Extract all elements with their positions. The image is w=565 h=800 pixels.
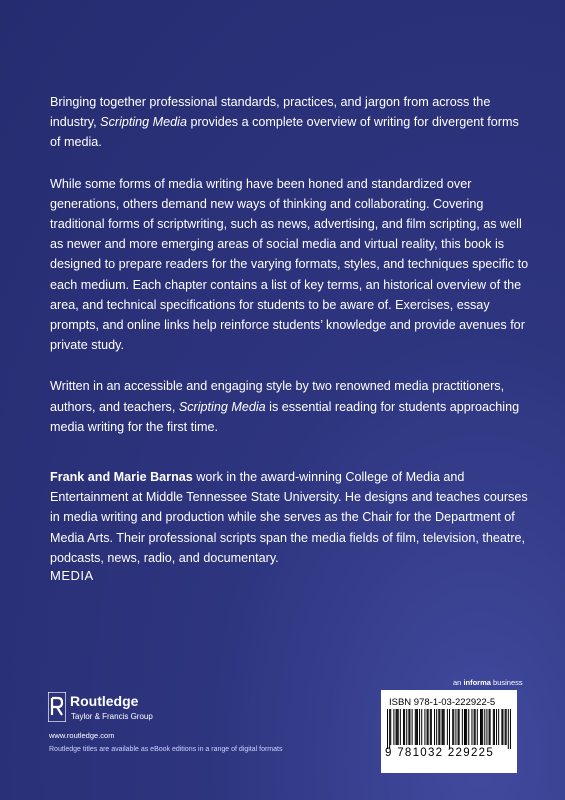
barcode-bar	[387, 709, 388, 749]
barcode-bar	[455, 709, 456, 745]
barcode-bar	[398, 709, 399, 745]
barcode-bar	[458, 709, 459, 745]
publisher-name: Routledge	[70, 693, 139, 709]
publisher-url: www.routledge.com	[49, 731, 115, 740]
barcode-bar	[415, 709, 416, 745]
author-bio	[50, 467, 530, 568]
barcode-bar	[486, 709, 487, 745]
barcode-bar	[494, 709, 495, 745]
barcode-bar	[404, 709, 405, 745]
barcode-bar	[449, 709, 450, 749]
barcode-bar	[508, 709, 509, 749]
barcode-bar	[396, 709, 397, 745]
barcode-bar	[434, 709, 435, 745]
barcode-bar	[474, 709, 475, 745]
barcode-bar	[489, 709, 490, 745]
barcode-bar	[496, 709, 497, 745]
blurb-paragraph-3	[50, 376, 530, 437]
barcode-bar	[468, 709, 469, 745]
barcode-bar	[421, 709, 422, 745]
barcode-bar	[406, 709, 407, 745]
author-bio-text: work in the award-winning College of Media and Entertainment at Middle Tennessee State University. He designs and teaches courses in media writing and production while she serves as the Chair for the Department of Media Arts. Their professional scripts span the media fields of film, television, theatre, podcasts, news, radio, and documentary.	[50, 470, 528, 565]
ebook-note: Routledge titles are available as eBook editions in a range of digital formats	[49, 746, 283, 753]
barcode-bar	[438, 709, 439, 745]
barcode-bar	[400, 709, 401, 745]
barcode-bar	[506, 709, 507, 745]
barcode-bar	[431, 709, 432, 745]
barcode-bar	[510, 709, 511, 749]
book-title-italic: Scripting Media	[100, 115, 187, 130]
barcode-bar	[464, 709, 465, 745]
barcode-bar	[505, 709, 506, 745]
barcode-bar	[436, 709, 437, 745]
informa-bold: informa	[463, 678, 491, 687]
barcode-bar	[444, 709, 445, 745]
barcode-bar	[501, 709, 502, 745]
barcode-number: 9 781032 229225	[385, 747, 495, 759]
blurb-paragraph-1	[50, 92, 530, 153]
barcode-bar	[459, 709, 460, 745]
barcode-bar	[462, 709, 463, 745]
blurb-text: provides a complete overview of writing for divergent forms of media.	[50, 115, 519, 150]
barcode-bar	[403, 709, 404, 745]
barcode-bar	[475, 709, 476, 745]
barcode-bar	[482, 709, 483, 745]
barcode-bar	[390, 709, 391, 745]
barcode-bar	[466, 709, 467, 745]
barcode-bar	[408, 709, 409, 745]
author-names: Frank and Marie Barnas	[50, 470, 193, 485]
informa-post: business	[490, 678, 523, 687]
barcode-bar	[412, 709, 413, 745]
barcode-bar	[443, 709, 444, 745]
barcode-bar	[498, 709, 499, 745]
barcode-bar	[447, 709, 448, 745]
blurb-paragraph-2: While some forms of media writing have been honed and standardized over generations, others demand new ways of thinking and collaborating. Covering traditional forms of scriptwriting, such as news, advertising, and film scripting, as well as newer and more emerging areas of social media and virtual reality, this book is designed to prepare readers for the varying formats, styles, and techniques specific to each medium. Each chapter contains a list of key terms, an historical overview of the area, and technical specifications for students to be aware of. Exercises, essay prompts, and online links help reinforce students’ knowledge and provide avenues for private study.	[50, 176, 529, 353]
barcode-bar	[471, 709, 472, 745]
barcode-bar	[428, 709, 429, 745]
book-title-italic: Scripting Media	[178, 399, 266, 414]
barcode-bar	[417, 709, 418, 745]
barcode-bar	[416, 709, 417, 745]
barcode-bar	[439, 709, 440, 745]
publisher-group: Taylor & Francis Group	[71, 712, 153, 721]
isbn-barcode	[381, 690, 517, 773]
isbn-text: ISBN 978-1-03-222922-5	[389, 697, 496, 708]
barcode-bar	[393, 709, 394, 745]
barcode-bar	[397, 709, 398, 745]
barcode-bar	[453, 709, 454, 745]
barcode-bar	[477, 709, 478, 745]
blurb-text: Written in an accessible and engaging style by two renowned media practitioners, authors, and teachers,	[50, 379, 505, 414]
barcode-bar	[409, 709, 410, 745]
barcode-bar	[389, 709, 390, 749]
barcode-bars	[387, 709, 511, 749]
barcode-bar	[480, 709, 481, 745]
barcode-bar	[442, 709, 443, 745]
blurb-text: is essential reading for students approaching media writing for the first time.	[50, 399, 520, 434]
barcode-bar	[490, 709, 491, 745]
blurb	[50, 92, 530, 589]
barcode-bar	[484, 709, 485, 745]
barcode-bar	[424, 709, 425, 745]
subject-category: MEDIA	[50, 568, 94, 583]
barcode-bar	[452, 709, 453, 745]
barcode-bar	[502, 709, 503, 745]
barcode-bar	[493, 709, 494, 745]
blurb-text: Bringing together professional standards, practices, and jargon from across the industry,	[50, 95, 491, 130]
barcode-bar	[419, 709, 420, 745]
informa-pre: an	[453, 678, 464, 687]
barcode-bar	[481, 709, 482, 745]
informa-business-tag	[453, 678, 523, 687]
barcode-bar	[430, 709, 431, 745]
routledge-logo-icon	[48, 692, 66, 722]
barcode-bar	[427, 709, 428, 745]
barcode-bar	[465, 709, 466, 745]
